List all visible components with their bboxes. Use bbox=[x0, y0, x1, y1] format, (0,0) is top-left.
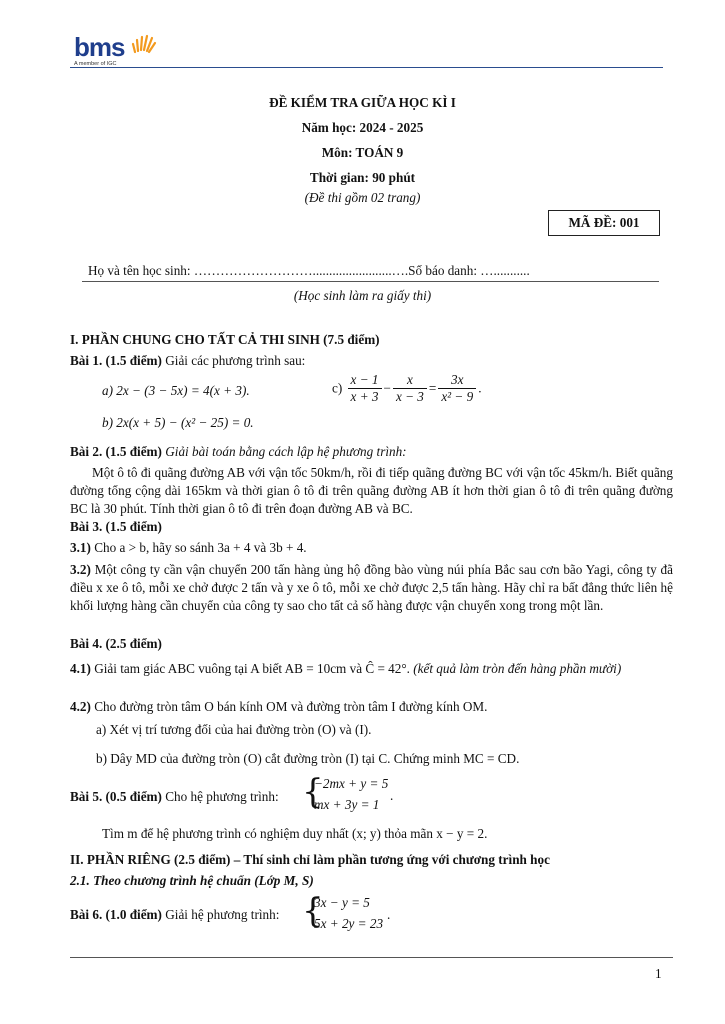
system-eq-1: 3x − y = 5 bbox=[314, 895, 370, 910]
header-divider bbox=[70, 67, 663, 68]
fraction-2: $\frac{x}{x - 3}$ bbox=[393, 372, 427, 405]
problem-1c-label: c) bbox=[332, 380, 343, 396]
problem-4-1: 4.1) Giải tam giác ABC vuông tại A biết AB = 10cm và Ĉ = 42°. (kết quả làm tròn đến hàng phần mười) bbox=[70, 661, 622, 676]
exam-title: ĐỀ KIỂM TRA GIỮA HỌC KÌ I bbox=[269, 95, 456, 110]
problem-1-label: Bài 1. (1.5 điểm) bbox=[70, 353, 162, 368]
school-logo bbox=[70, 30, 160, 70]
logo-subtitle: A member of IGC bbox=[74, 61, 117, 67]
problem-2-label: Bài 2. (1.5 điểm) bbox=[70, 444, 162, 459]
part2-heading: II. PHẦN RIÊNG (2.5 điểm) – Thí sinh chỉ làm phần tương ứng với chương trình học bbox=[70, 852, 550, 867]
problem-1b: b) 2x(x + 5) − (x² − 25) = 0. bbox=[102, 415, 254, 430]
problem-1c: c) $\frac{x - 1}{x + 3}$ − $\frac{x}{x - 3}$ = $\frac{3x}{\text{x² − 9}}$ . bbox=[332, 372, 482, 404]
exam-pages-note: (Đề thi gồm 02 trang) bbox=[304, 190, 421, 205]
problem-4-label: Bài 4. (2.5 điểm) bbox=[70, 636, 162, 651]
problem-5: Bài 5. (0.5 điểm) Cho hệ phương trình: bbox=[70, 789, 279, 804]
problem-5-question: Tìm m để hệ phương trình có nghiệm duy nhất (x; y) thỏa mãn x − y = 2. bbox=[102, 826, 488, 841]
part1-heading: I. PHẦN CHUNG CHO TẤT CẢ THI SINH (7.5 điểm) bbox=[70, 332, 380, 347]
problem-3-1: 3.1) Cho a > b, hãy so sánh 3a + 4 và 3b + 4. bbox=[70, 540, 307, 555]
answer-sheet-note: (Học sinh làm ra giấy thi) bbox=[293, 288, 432, 303]
exam-subject: Môn: TOÁN 9 bbox=[321, 145, 404, 160]
fraction-3: $\frac{3x}{\text{x² − 9}}$ bbox=[438, 372, 476, 405]
part2-subheading: 2.1. Theo chương trình hệ chuẩn (Lớp M, S) bbox=[70, 873, 314, 888]
problem-2 bbox=[70, 444, 407, 460]
problem-3-2: 3.2) Một công ty cần vận chuyển 200 tấn hàng ủng hộ đồng bào vùng núi phía Bắc sau cơn bão Yagi, công ty đã điều x xe ô tô, mỗi xe chở được 2 tấn và y xe ô tô, mỗi xe chở được 2,5 tấn hàng. Hãy chỉ ra bất đẳng thức liên hệ khối lượng hàng cần chuyển của công ty sao cho tất cả số hàng được vận chuyển xong trong một lần. bbox=[70, 562, 673, 613]
exam-code-box: MÃ ĐỀ: 001 bbox=[548, 210, 660, 236]
student-info-divider bbox=[82, 281, 659, 282]
system-eq-2: 5x + 2y = 23 bbox=[314, 916, 384, 931]
exam-year: Năm học: 2024 - 2025 bbox=[301, 120, 424, 135]
problem-1-text: Giải các phương trình sau: bbox=[161, 353, 306, 368]
page-number: 1 bbox=[655, 966, 662, 981]
system-eq-2: mx + 3y = 1 bbox=[314, 797, 380, 812]
exam-time: Thời gian: 90 phút bbox=[309, 170, 416, 185]
problem-1a: a) 2x − (3 − 5x) = 4(x + 3). bbox=[102, 383, 250, 398]
problem-3-label: Bài 3. (1.5 điểm) bbox=[70, 519, 162, 534]
problem-4-2b: b) Dây MD của đường tròn (O) cắt đường tròn (I) tại C. Chứng minh MC = CD. bbox=[96, 751, 520, 766]
problem-2-text: Một ô tô đi quãng đường AB với vận tốc 50km/h, rồi đi tiếp quãng đường BC với vận tốc 45km/h. Biết quãng đường tổng cộng dài 165km và thời gian ô tô đi trên quãng đường AB ít hơn thời gian ô tô đi trên quãng đường BC là 30 phút. Tính thời gian ô tô đi trên đoạn đường AB và BC. bbox=[70, 465, 673, 516]
problem-1 bbox=[70, 353, 305, 369]
problem-5-system: { −2mx + y = 5 mx + 3y = 1 . bbox=[302, 772, 394, 812]
problem-2-title: Giải bài toán bằng cách lập hệ phương trình: bbox=[161, 444, 407, 459]
problem-4-2: 4.2) Cho đường tròn tâm O bán kính OM và đường tròn tâm I đường kính OM. bbox=[70, 699, 488, 714]
problem-4-2a: a) Xét vị trí tương đối của hai đường tròn (O) và (I). bbox=[96, 722, 372, 737]
footer-divider bbox=[70, 957, 673, 958]
sun-icon bbox=[131, 32, 157, 54]
problem-6-system: { 3x − y = 5 5x + 2y = 23 . bbox=[302, 891, 391, 931]
brace-icon: { bbox=[302, 891, 324, 931]
logo-brand: bms bbox=[74, 32, 125, 62]
student-info-line: Họ và tên học sinh: ………………………........................….Số báo danh: …........... bbox=[88, 263, 530, 278]
problem-6: Bài 6. (1.0 điểm) Giải hệ phương trình: bbox=[70, 907, 280, 922]
fraction-1: $\frac{x - 1}{x + 3}$ bbox=[348, 372, 382, 405]
brace-icon: { bbox=[302, 772, 324, 812]
system-eq-1: −2mx + y = 5 bbox=[314, 776, 389, 791]
